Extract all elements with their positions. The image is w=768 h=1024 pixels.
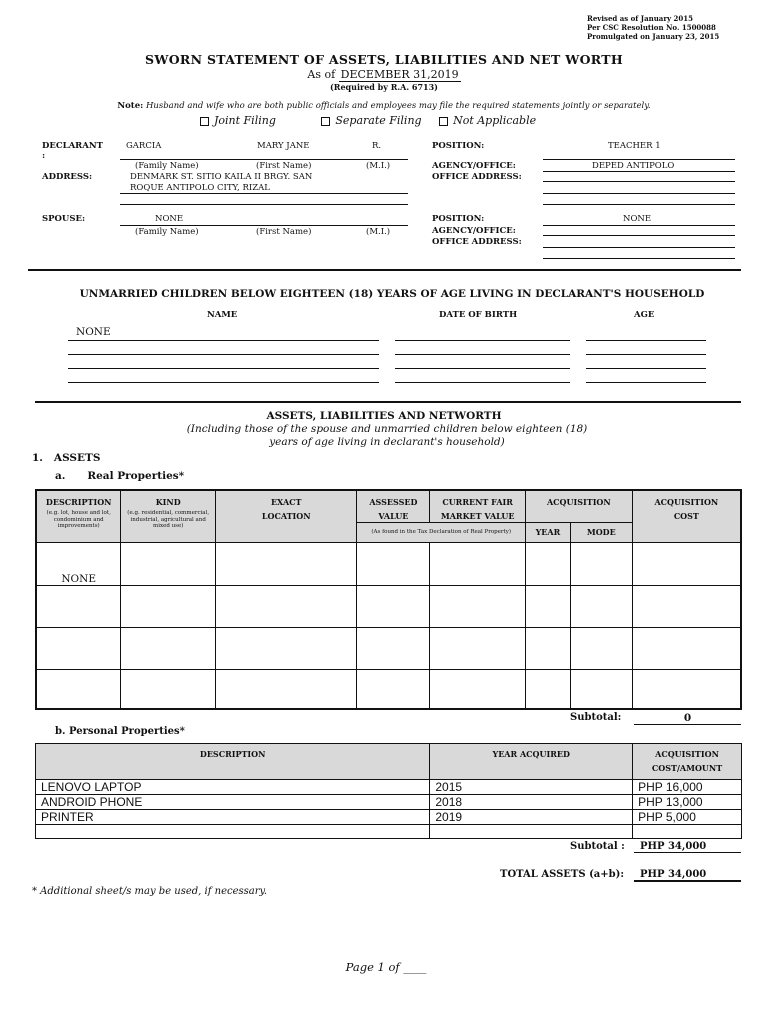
filing-options bbox=[200, 114, 536, 127]
table-row bbox=[36, 780, 742, 795]
mi-caption: (M.I.) bbox=[366, 161, 391, 171]
personal-subtotal-label: Subtotal : bbox=[570, 841, 625, 852]
office-address-line-3 bbox=[543, 204, 735, 205]
table-row bbox=[36, 795, 742, 810]
spouse-position-line bbox=[543, 225, 735, 226]
real-subtotal-value: 0 bbox=[634, 712, 741, 725]
address-line-rule-1 bbox=[120, 193, 408, 194]
spouse-office-address-label: OFFICE ADDRESS: bbox=[432, 237, 522, 247]
section-divider-2 bbox=[35, 401, 741, 403]
children-age-line-3 bbox=[586, 368, 706, 369]
declarant-family-name: GARCIA bbox=[126, 141, 162, 151]
personal-row-year: 2019 bbox=[430, 810, 633, 825]
children-age-line-2 bbox=[586, 354, 706, 355]
real-col-acquisition bbox=[525, 490, 632, 522]
declarant-mi: R. bbox=[372, 141, 382, 151]
personal-row-cost: PHP 16,000 bbox=[633, 780, 742, 795]
table-row bbox=[36, 542, 741, 585]
spouse-first-caption: (First Name) bbox=[256, 227, 312, 237]
real-col-kind-sub: (e.g. residential, commercial, industrial, agricultural and mixed use) bbox=[127, 510, 210, 529]
spouse-office-line-2 bbox=[543, 258, 735, 259]
table-row bbox=[36, 627, 741, 669]
page-number: Page 1 of ____ bbox=[345, 960, 427, 974]
children-title: UNMARRIED CHILDREN BELOW EIGHTEEN (18) YEARS OF AGE LIVING IN DECLARANT'S HOUSEHOLD bbox=[79, 288, 705, 300]
real-col-location bbox=[216, 490, 357, 542]
children-name-line-2 bbox=[68, 354, 379, 355]
real-col-exact-label: EXACT bbox=[270, 497, 302, 507]
real-col-tax-note-text: (As found in the Tax Declaration of Real Property) bbox=[371, 528, 512, 535]
as-of-label: As of bbox=[307, 68, 336, 81]
real-properties-table bbox=[35, 489, 742, 710]
real-col-year-label: YEAR bbox=[535, 527, 561, 537]
personal-col-year-label: YEAR ACQUIRED bbox=[492, 749, 570, 759]
declarant-name-line bbox=[120, 159, 408, 160]
note-text: Husband and wife who are both public officials and employees may file the required statements jointly or separately. bbox=[145, 101, 651, 111]
personal-row-desc bbox=[36, 825, 430, 839]
personal-row-cost: PHP 5,000 bbox=[633, 810, 742, 825]
declarant-first-name: MARY JANE bbox=[257, 141, 310, 151]
personal-col-year bbox=[430, 744, 633, 780]
spouse-position-label: POSITION: bbox=[432, 214, 485, 224]
real-subtotal-label: Subtotal: bbox=[570, 712, 622, 723]
separate-filing-option[interactable] bbox=[321, 114, 421, 127]
address-line-2: ROQUE ANTIPOLO CITY, RIZAL bbox=[130, 183, 270, 193]
real-col-description bbox=[36, 490, 121, 542]
real-col-kind bbox=[121, 490, 216, 542]
spouse-name: NONE bbox=[155, 214, 184, 224]
personal-row-cost: PHP 13,000 bbox=[633, 795, 742, 810]
children-col-age: AGE bbox=[634, 310, 655, 320]
assets-heading: 1. ASSETS bbox=[32, 452, 101, 464]
table-row bbox=[36, 810, 742, 825]
separate-filing-label: Separate Filing bbox=[335, 114, 422, 127]
real-col-year bbox=[525, 522, 570, 542]
real-col-acquisition-label: ACQUISITION bbox=[546, 497, 611, 507]
family-name-caption: (Family Name) bbox=[135, 161, 199, 171]
office-address-label: OFFICE ADDRESS: bbox=[432, 172, 522, 182]
children-col-name: NAME bbox=[207, 310, 238, 320]
position-value: TEACHER 1 bbox=[608, 141, 661, 151]
as-of-date: DECEMBER 31,2019 bbox=[340, 68, 459, 81]
personal-row-year: 2018 bbox=[430, 795, 633, 810]
personal-col-cost-label-2: COST/AMOUNT bbox=[651, 763, 723, 773]
children-name-line-4 bbox=[68, 382, 379, 383]
declarant-label: DECLARANT bbox=[42, 141, 103, 151]
personal-row-desc: ANDROID PHONE bbox=[36, 795, 430, 810]
total-assets-label: TOTAL ASSETS (a+b): bbox=[500, 869, 625, 880]
resolution-note: Per CSC Resolution No. 1500088 bbox=[587, 23, 716, 32]
spouse-agency-line bbox=[543, 235, 735, 236]
joint-filing-checkbox[interactable] bbox=[200, 117, 209, 126]
office-address-line-1 bbox=[543, 181, 735, 182]
agency-label: AGENCY/OFFICE: bbox=[432, 161, 516, 171]
real-properties-heading: a. Real Properties* bbox=[55, 470, 185, 482]
office-address-line-2 bbox=[543, 193, 735, 194]
personal-row-cost bbox=[633, 825, 742, 839]
not-applicable-option[interactable] bbox=[439, 114, 536, 127]
note-line bbox=[0, 101, 768, 111]
personal-row-desc: LENOVO LAPTOP bbox=[36, 780, 430, 795]
real-col-mode-label: MODE bbox=[586, 527, 616, 537]
personal-col-cost bbox=[633, 744, 742, 780]
real-col-acq-cost-label: ACQUISITION bbox=[654, 497, 719, 507]
real-col-cost-label: COST bbox=[673, 511, 699, 521]
as-of-line bbox=[0, 68, 768, 81]
children-age-line-1 bbox=[586, 340, 706, 341]
header-notes bbox=[587, 14, 719, 41]
table-row bbox=[36, 825, 742, 839]
table-row bbox=[36, 585, 741, 627]
table-row bbox=[36, 669, 741, 709]
children-entry-1: NONE bbox=[76, 326, 111, 338]
real-col-fair-market bbox=[430, 490, 526, 522]
not-applicable-label: Not Applicable bbox=[453, 114, 537, 127]
real-col-fair-label: CURRENT FAIR bbox=[442, 497, 513, 507]
separate-filing-checkbox[interactable] bbox=[321, 117, 330, 126]
footnote: * Additional sheet/s may be used, if necessary. bbox=[32, 886, 268, 897]
alnw-subtitle-1: (Including those of the spouse and unmarried children below eighteen (18) bbox=[186, 423, 588, 435]
real-col-location-label: LOCATION bbox=[261, 511, 311, 521]
real-col-kind-label: KIND bbox=[155, 497, 181, 507]
real-col-market-label: MARKET VALUE bbox=[440, 511, 515, 521]
personal-col-description bbox=[36, 744, 430, 780]
first-name-caption: (First Name) bbox=[256, 161, 312, 171]
real-col-assessed bbox=[357, 490, 430, 522]
children-dob-line-3 bbox=[395, 368, 570, 369]
alnw-subtitle-2: years of age living in declarant's household) bbox=[269, 436, 505, 448]
agency-value: DEPED ANTIPOLO bbox=[592, 161, 675, 171]
required-by: (Required by R.A. 6713) bbox=[330, 82, 438, 92]
real-col-description-sub: (e.g. lot, house and lot, condominium and improvements) bbox=[46, 510, 111, 529]
personal-col-cost-label-1: ACQUISITION bbox=[655, 749, 719, 759]
form-title: SWORN STATEMENT OF ASSETS, LIABILITIES AND NET WORTH bbox=[145, 52, 623, 67]
children-name-line-1 bbox=[68, 340, 379, 341]
position-line bbox=[543, 159, 735, 160]
spouse-agency-label: AGENCY/OFFICE: bbox=[432, 226, 516, 236]
personal-col-description-label: DESCRIPTION bbox=[199, 749, 266, 759]
section-divider-1 bbox=[28, 269, 741, 271]
not-applicable-checkbox[interactable] bbox=[439, 117, 448, 126]
joint-filing-option[interactable] bbox=[200, 114, 276, 127]
real-col-assessed-label: ASSESSED bbox=[369, 497, 418, 507]
personal-row-desc: PRINTER bbox=[36, 810, 430, 825]
spouse-mi-caption: (M.I.) bbox=[366, 227, 391, 237]
address-label: ADDRESS: bbox=[42, 172, 93, 182]
real-col-acq-cost bbox=[632, 490, 741, 542]
personal-properties-table bbox=[35, 743, 742, 839]
declarant-colon: : bbox=[42, 151, 46, 161]
personal-row-year: 2015 bbox=[430, 780, 633, 795]
note-label: Note: bbox=[117, 101, 144, 111]
spouse-position-value: NONE bbox=[623, 214, 652, 224]
total-assets-value: PHP 34,000 bbox=[634, 869, 741, 882]
personal-properties-heading: b. Personal Properties* bbox=[55, 726, 185, 737]
children-dob-line-4 bbox=[395, 382, 570, 383]
children-dob-line-2 bbox=[395, 354, 570, 355]
real-row-1-description bbox=[36, 542, 121, 585]
revised-note: Revised as of January 2015 bbox=[587, 14, 693, 23]
position-label: POSITION: bbox=[432, 141, 485, 151]
address-line-1: DENMARK ST. SITIO KAILA II BRGY. SAN bbox=[130, 172, 313, 182]
promulgated-note: Promulgated on January 23, 2015 bbox=[587, 32, 720, 41]
children-col-dob: DATE OF BIRTH bbox=[439, 310, 518, 320]
agency-line bbox=[543, 171, 735, 172]
real-none-entry: NONE bbox=[61, 572, 97, 585]
real-col-description-label: DESCRIPTION bbox=[45, 497, 112, 507]
spouse-office-line-1 bbox=[543, 247, 735, 248]
real-col-mode bbox=[570, 522, 632, 542]
children-name-line-3 bbox=[68, 368, 379, 369]
children-dob-line-1 bbox=[395, 340, 570, 341]
address-line-rule-2 bbox=[120, 204, 408, 205]
spouse-family-caption: (Family Name) bbox=[135, 227, 199, 237]
children-age-line-4 bbox=[586, 382, 706, 383]
joint-filing-label: Joint Filing bbox=[214, 114, 276, 127]
real-col-value-label: VALUE bbox=[378, 511, 409, 521]
personal-row-year bbox=[430, 825, 633, 839]
personal-subtotal-value: PHP 34,000 bbox=[634, 841, 741, 853]
alnw-title: ASSETS, LIABILITIES AND NETWORTH bbox=[266, 410, 502, 422]
spouse-name-line bbox=[120, 225, 408, 226]
spouse-label: SPOUSE: bbox=[42, 214, 86, 224]
real-col-tax-note bbox=[357, 522, 526, 542]
